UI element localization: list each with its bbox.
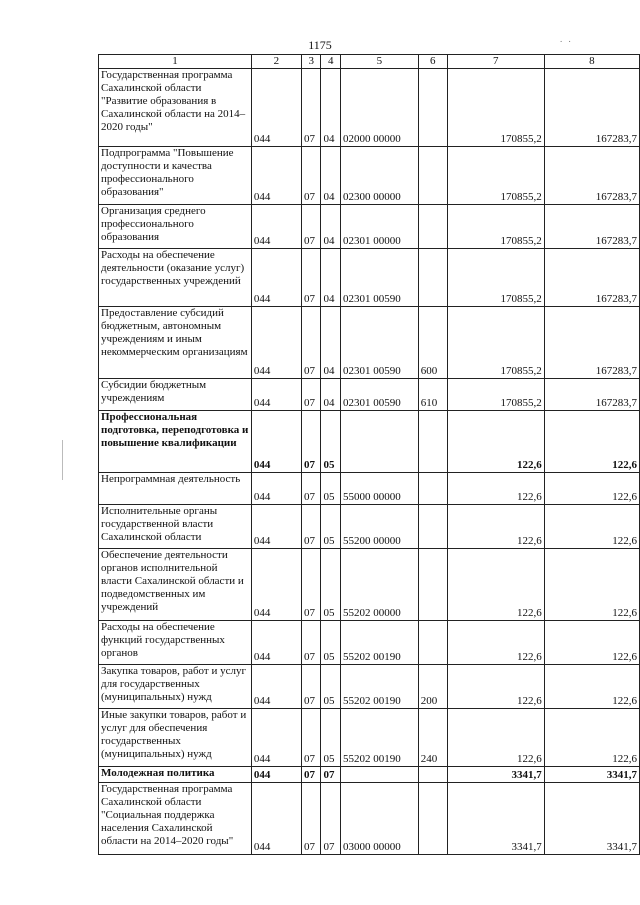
table-row (99, 69, 640, 147)
expense-type-cell (418, 767, 447, 783)
expense-type-cell (418, 473, 447, 505)
subsection-cell: 04 (321, 307, 341, 379)
expense-type-cell (418, 505, 447, 549)
amount-2019-cell: 170855,2 (447, 69, 544, 147)
code-cell: 044 (251, 205, 301, 249)
amount-2019-cell: 170855,2 (447, 205, 544, 249)
code-cell: 044 (251, 665, 301, 709)
amount-2019-cell: 3341,7 (447, 767, 544, 783)
table-row (99, 205, 640, 249)
target-article-cell: 02301 00000 (340, 205, 418, 249)
header-cell: 5 (340, 55, 418, 69)
expense-type-cell (418, 69, 447, 147)
expense-type-cell: 610 (418, 379, 447, 411)
section-cell: 07 (301, 767, 321, 783)
amount-2019-cell: 3341,7 (447, 783, 544, 855)
table-header-row (99, 55, 640, 69)
amount-2019-cell: 122,6 (447, 411, 544, 473)
section-cell: 07 (301, 709, 321, 767)
header-cell: 4 (321, 55, 341, 69)
target-article-cell: 55000 00000 (340, 473, 418, 505)
expense-type-cell (418, 411, 447, 473)
code-cell: 044 (251, 549, 301, 621)
amount-2020-cell: 3341,7 (544, 767, 639, 783)
row-name-cell: Организация среднего профессионального образования (99, 205, 252, 249)
subsection-cell: 07 (321, 767, 341, 783)
table-row (99, 621, 640, 665)
section-cell: 07 (301, 69, 321, 147)
table-row (99, 249, 640, 307)
table-row (99, 767, 640, 783)
header-cell: 1 (99, 55, 252, 69)
row-name-cell: Иные закупки товаров, работ и услуг для обеспечения государственных (муниципальных) нужд (99, 709, 252, 767)
amount-2019-cell: 122,6 (447, 473, 544, 505)
amount-2019-cell: 122,6 (447, 621, 544, 665)
code-cell: 044 (251, 709, 301, 767)
table-row (99, 307, 640, 379)
expense-type-cell (418, 621, 447, 665)
table-row (99, 783, 640, 855)
row-name-cell: Расходы на обеспечение функций государственных органов (99, 621, 252, 665)
amount-2020-cell: 122,6 (544, 709, 639, 767)
row-name-cell: Субсидии бюджетным учреждениям (99, 379, 252, 411)
expense-type-cell (418, 147, 447, 205)
section-cell: 07 (301, 621, 321, 665)
code-cell: 044 (251, 621, 301, 665)
target-article-cell: 55202 00190 (340, 709, 418, 767)
expense-type-cell (418, 249, 447, 307)
table-row (99, 147, 640, 205)
row-name-cell: Непрограммная деятельность (99, 473, 252, 505)
amount-2020-cell: 122,6 (544, 473, 639, 505)
target-article-cell: 55202 00190 (340, 621, 418, 665)
code-cell: 044 (251, 69, 301, 147)
section-cell: 07 (301, 505, 321, 549)
amount-2019-cell: 170855,2 (447, 307, 544, 379)
subsection-cell: 04 (321, 147, 341, 205)
code-cell: 044 (251, 379, 301, 411)
code-cell: 044 (251, 473, 301, 505)
target-article-cell: 55200 00000 (340, 505, 418, 549)
header-cell: 6 (418, 55, 447, 69)
subsection-cell: 05 (321, 549, 341, 621)
corner-mark: . . (560, 34, 573, 44)
expense-type-cell: 600 (418, 307, 447, 379)
code-cell: 044 (251, 147, 301, 205)
code-cell: 044 (251, 249, 301, 307)
target-article-cell: 55202 00000 (340, 549, 418, 621)
section-cell: 07 (301, 411, 321, 473)
amount-2020-cell: 167283,7 (544, 147, 639, 205)
budget-table (98, 54, 640, 855)
row-name-cell: Профессиональная подготовка, переподготовка и повышение квалификации (99, 411, 252, 473)
scan-margin-mark (62, 440, 63, 480)
row-name-cell: Молодежная политика (99, 767, 252, 783)
expense-type-cell (418, 783, 447, 855)
header-cell: 2 (251, 55, 301, 69)
row-name-cell: Обеспечение деятельности органов исполнительной власти Сахалинской области и подведомственных им учреждений (99, 549, 252, 621)
row-name-cell: Расходы на обеспечение деятельности (оказание услуг) государственных учреждений (99, 249, 252, 307)
row-name-cell: Предоставление субсидий бюджетным, автономным учреждениям и иным некоммерческим организациям (99, 307, 252, 379)
code-cell: 044 (251, 505, 301, 549)
amount-2019-cell: 170855,2 (447, 249, 544, 307)
section-cell: 07 (301, 473, 321, 505)
target-article-cell: 02301 00590 (340, 379, 418, 411)
expense-type-cell: 200 (418, 665, 447, 709)
amount-2019-cell: 122,6 (447, 709, 544, 767)
section-cell: 07 (301, 249, 321, 307)
subsection-cell: 05 (321, 665, 341, 709)
row-name-cell: Подпрограмма "Повышение доступности и качества профессионального образования" (99, 147, 252, 205)
target-article-cell: 02000 00000 (340, 69, 418, 147)
amount-2019-cell: 122,6 (447, 505, 544, 549)
amount-2019-cell: 170855,2 (447, 379, 544, 411)
subsection-cell: 05 (321, 621, 341, 665)
section-cell: 07 (301, 307, 321, 379)
expense-type-cell (418, 205, 447, 249)
target-article-cell: 03000 00000 (340, 783, 418, 855)
amount-2020-cell: 122,6 (544, 665, 639, 709)
code-cell: 044 (251, 411, 301, 473)
target-article-cell (340, 767, 418, 783)
header-cell: 8 (544, 55, 639, 69)
amount-2020-cell: 122,6 (544, 411, 639, 473)
row-name-cell: Государственная программа Сахалинской области "Социальная поддержка населения Сахалинской области на 2014–2020 годы" (99, 783, 252, 855)
section-cell: 07 (301, 147, 321, 205)
target-article-cell: 02301 00590 (340, 249, 418, 307)
subsection-cell: 04 (321, 205, 341, 249)
row-name-cell: Государственная программа Сахалинской области "Развитие образования в Сахалинской области на 2014–2020 годы" (99, 69, 252, 147)
subsection-cell: 05 (321, 473, 341, 505)
table-row (99, 411, 640, 473)
subsection-cell: 04 (321, 379, 341, 411)
amount-2020-cell: 167283,7 (544, 307, 639, 379)
section-cell: 07 (301, 549, 321, 621)
table-row (99, 379, 640, 411)
amount-2020-cell: 122,6 (544, 505, 639, 549)
expense-type-cell (418, 549, 447, 621)
amount-2020-cell: 167283,7 (544, 249, 639, 307)
section-cell: 07 (301, 379, 321, 411)
code-cell: 044 (251, 783, 301, 855)
section-cell: 07 (301, 783, 321, 855)
subsection-cell: 04 (321, 249, 341, 307)
amount-2020-cell: 167283,7 (544, 205, 639, 249)
subsection-cell: 07 (321, 783, 341, 855)
page-number: 1175 (308, 38, 332, 52)
code-cell: 044 (251, 307, 301, 379)
amount-2019-cell: 170855,2 (447, 147, 544, 205)
table-row (99, 709, 640, 767)
table-row (99, 549, 640, 621)
amount-2019-cell: 122,6 (447, 665, 544, 709)
table-row (99, 665, 640, 709)
code-cell: 044 (251, 767, 301, 783)
target-article-cell: 02300 00000 (340, 147, 418, 205)
subsection-cell: 05 (321, 709, 341, 767)
amount-2020-cell: 122,6 (544, 549, 639, 621)
expense-type-cell: 240 (418, 709, 447, 767)
target-article-cell: 02301 00590 (340, 307, 418, 379)
section-cell: 07 (301, 665, 321, 709)
header-cell: 7 (447, 55, 544, 69)
section-cell: 07 (301, 205, 321, 249)
amount-2020-cell: 167283,7 (544, 69, 639, 147)
header-cell: 3 (301, 55, 321, 69)
subsection-cell: 05 (321, 411, 341, 473)
table-row (99, 505, 640, 549)
target-article-cell (340, 411, 418, 473)
amount-2020-cell: 167283,7 (544, 379, 639, 411)
amount-2020-cell: 3341,7 (544, 783, 639, 855)
row-name-cell: Исполнительные органы государственной власти Сахалинской области (99, 505, 252, 549)
subsection-cell: 04 (321, 69, 341, 147)
table-row (99, 473, 640, 505)
target-article-cell: 55202 00190 (340, 665, 418, 709)
row-name-cell: Закупка товаров, работ и услуг для государственных (муниципальных) нужд (99, 665, 252, 709)
amount-2020-cell: 122,6 (544, 621, 639, 665)
subsection-cell: 05 (321, 505, 341, 549)
amount-2019-cell: 122,6 (447, 549, 544, 621)
